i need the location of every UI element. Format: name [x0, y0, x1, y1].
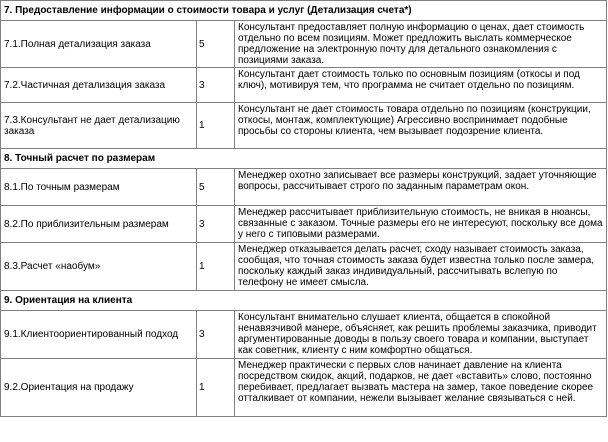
criterion-cell: 8.3.Расчет «наобум» [1, 243, 197, 291]
score-cell: 1 [197, 103, 235, 149]
section-title: 8. Точный расчет по размерам [1, 149, 607, 169]
score-cell: 1 [197, 243, 235, 291]
description-cell: Консультант внимательно слушает клиента, общается в спокойной ненавязчивой манере, объясняет, как решить проблемы заказчика, приводит аргументированные доводы в пользу своего товара и компании, выступает как советник, клиенту с ним комфортно общаться. [235, 311, 607, 359]
table-row [1, 169, 607, 206]
table-row [1, 21, 607, 68]
score-cell: 5 [197, 169, 235, 206]
table-row [1, 359, 607, 417]
description-cell: Менеджер рассчитывает приблизительную стоимость, не вникая в нюансы, связанные с заказом. Точные размеры его не интересуют, поскольку все дома у него с типовыми размерами. [235, 206, 607, 243]
score-cell: 3 [197, 68, 235, 103]
description-cell: Консультант дает стоимость только по основным позициям (откосы и под ключ), мотивируя тем, что программа не считает отдельно по позициям. [235, 68, 607, 103]
table-row [1, 243, 607, 291]
table-row [1, 311, 607, 359]
criterion-cell: 8.2.По приблизительным размерам [1, 206, 197, 243]
section-header-row [1, 149, 607, 169]
criterion-cell: 9.1.Клиентоориентированный подход [1, 311, 197, 359]
section-title: 7. Предоставление информации о стоимости товара и услуг (Детализация счета*) [1, 1, 607, 21]
description-cell: Консультант не дает стоимость товара отдельно по позициям (конструкции, откосы, монтаж, комплектующие) Агрессивно воспринимает подобные просьбы со стороны клиента, чем вызывает подозрение клиента. [235, 103, 607, 149]
table-row [1, 68, 607, 103]
score-cell: 5 [197, 21, 235, 68]
description-cell: Консультант предоставляет полную информацию о ценах, дает стоимость отдельно по всем позициям. Может предложить выслать коммерческое предложение на электронную почту для детального ознакомления с позициями заказа. [235, 21, 607, 68]
criterion-cell: 7.3.Консультант не дает детализацию заказа [1, 103, 197, 149]
criterion-cell: 7.1.Полная детализация заказа [1, 21, 197, 68]
description-cell: Менеджер практически с первых слов начинает давление на клиента посредством скидок, акций, подарков, не дает «вставить» слово, постоянно перебивает, предлагает вызвать мастера на замер, такое поведение скорее отталкивает от компании, нежели вызывает желание связываться с ней. [235, 359, 607, 417]
criterion-cell: 8.1.По точным размерам [1, 169, 197, 206]
criterion-cell: 9.2.Ориентация на продажу [1, 359, 197, 417]
section-header-row [1, 291, 607, 311]
table-row [1, 103, 607, 149]
score-cell: 3 [197, 311, 235, 359]
score-cell: 1 [197, 359, 235, 417]
section-title: 9. Ориентация на клиента [1, 291, 607, 311]
section-header-row [1, 1, 607, 21]
description-cell: Менеджер отказывается делать расчет, сходу называет стоимость заказа, сообщая, что точная стоимость заказа будет известна только после замера, поскольку каждый заказ индивидуальный, рассчитывать вслепую по телефону не имеет смысла. [235, 243, 607, 291]
table-row [1, 206, 607, 243]
criterion-cell: 7.2.Частичная детализация заказа [1, 68, 197, 103]
score-cell: 3 [197, 206, 235, 243]
description-cell: Менеджер охотно записывает все размеры конструкций, задает уточняющие вопросы, рассчитывает строго по заданным параметрам окон. [235, 169, 607, 206]
